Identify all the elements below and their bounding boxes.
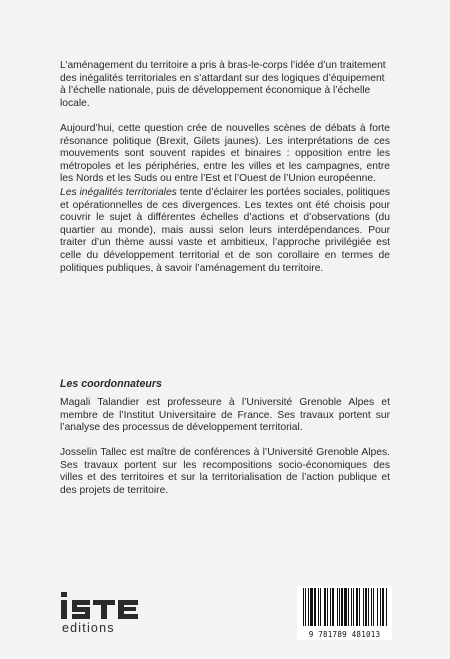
isbn-barcode <box>297 586 392 640</box>
barcode-bar <box>327 588 328 626</box>
barcode-bar <box>351 588 352 626</box>
barcode-bar <box>348 588 349 626</box>
iste-editions-logo <box>60 590 160 636</box>
barcode-bar <box>365 588 367 626</box>
isbn-number: 9 781789 481013 <box>308 630 381 639</box>
barcode-bars <box>297 588 392 632</box>
intro-paragraph-2 <box>60 123 390 186</box>
barcode-bar <box>368 588 369 626</box>
barcode-bar <box>363 588 364 626</box>
barcode-bar <box>314 588 316 626</box>
barcode-bar <box>303 588 304 626</box>
book-title-italic: Les inégalités territoriales <box>60 187 177 198</box>
barcode-bar <box>359 588 360 626</box>
barcode-bar <box>305 588 306 626</box>
barcode-bar <box>344 588 347 626</box>
barcode-bar <box>318 588 319 626</box>
barcode-bar <box>386 588 387 626</box>
barcode-bar <box>341 588 343 626</box>
intro-paragraph-3-text: tente d’éclairer les portées sociales, politiques et opérationnelles de ces divergences. Les textes ont été choisis pour couvrir le sujet à différentes échelles d’actions et d’observations (du quartier au monde), mais aussi selon leurs interdépendances. Pour traiter d’un thème aussi vaste et ambitieux, l’approche privilégiée est celle du développement territorial et de son corollaire en termes de politiques publiques, à savoir l’aménagement du territoire. <box>60 187 390 274</box>
barcode-bar <box>377 588 378 626</box>
coordinator-bio-1 <box>60 397 390 435</box>
barcode-bar <box>371 588 372 626</box>
coordinator-bio-2 <box>60 447 390 497</box>
barcode-bar <box>332 588 334 626</box>
barcode-bar <box>308 588 309 626</box>
barcode-bar <box>382 588 384 626</box>
barcode-bar <box>380 588 381 626</box>
svg-text:editions: editions <box>62 621 115 635</box>
barcode-bar <box>337 588 338 626</box>
coordinator-bio-1-text: Magali Talandier est professeure à l’Université Grenoble Alpes et membre de l’Institut Universitaire de France. Ses travaux portent sur l’analyse des processus de développement territorial. <box>60 397 390 434</box>
barcode-bar <box>353 588 354 626</box>
coordinators-heading: Les coordonnateurs <box>60 378 162 390</box>
intro-paragraph-1-text: L’aménagement du territoire a pris à bras-le-corps l’idée d’un traitement des inégalités territoriales en s’attardant sur des logiques d’équipement à l’échelle nationale, puis de développement économique à l’échelle locale. <box>60 60 386 109</box>
coordinator-bio-2-text: Josselin Tallec est maître de conférences à l’Université Grenoble Alpes. Ses travaux portent sur les recompositions socio-économiques des villes et des territoires et sur la territorialisation de l’action publique et des projets de territoire. <box>60 447 390 496</box>
barcode-bar <box>330 588 331 626</box>
barcode-bar <box>324 588 326 626</box>
barcode-bar <box>339 588 340 626</box>
intro-paragraph-1 <box>60 60 390 110</box>
intro-paragraph-3 <box>60 187 390 275</box>
barcode-bar <box>373 588 374 626</box>
barcode-bar <box>310 588 313 626</box>
intro-paragraph-2-text: Aujourd’hui, cette question crée de nouvelles scènes de débats à forte résonance politique (Brexit, Gilets jaunes). Les interprétations de ces mouvements sont souvent rapides et binaires : opposition entre les métropoles et les périphéries, entre les villes et les campagnes, entre les Nords et les Suds ou entre l’Est et l’Ouest de l’Union européenne. <box>60 123 390 185</box>
barcode-bar <box>320 588 321 626</box>
barcode-bar <box>356 588 358 626</box>
